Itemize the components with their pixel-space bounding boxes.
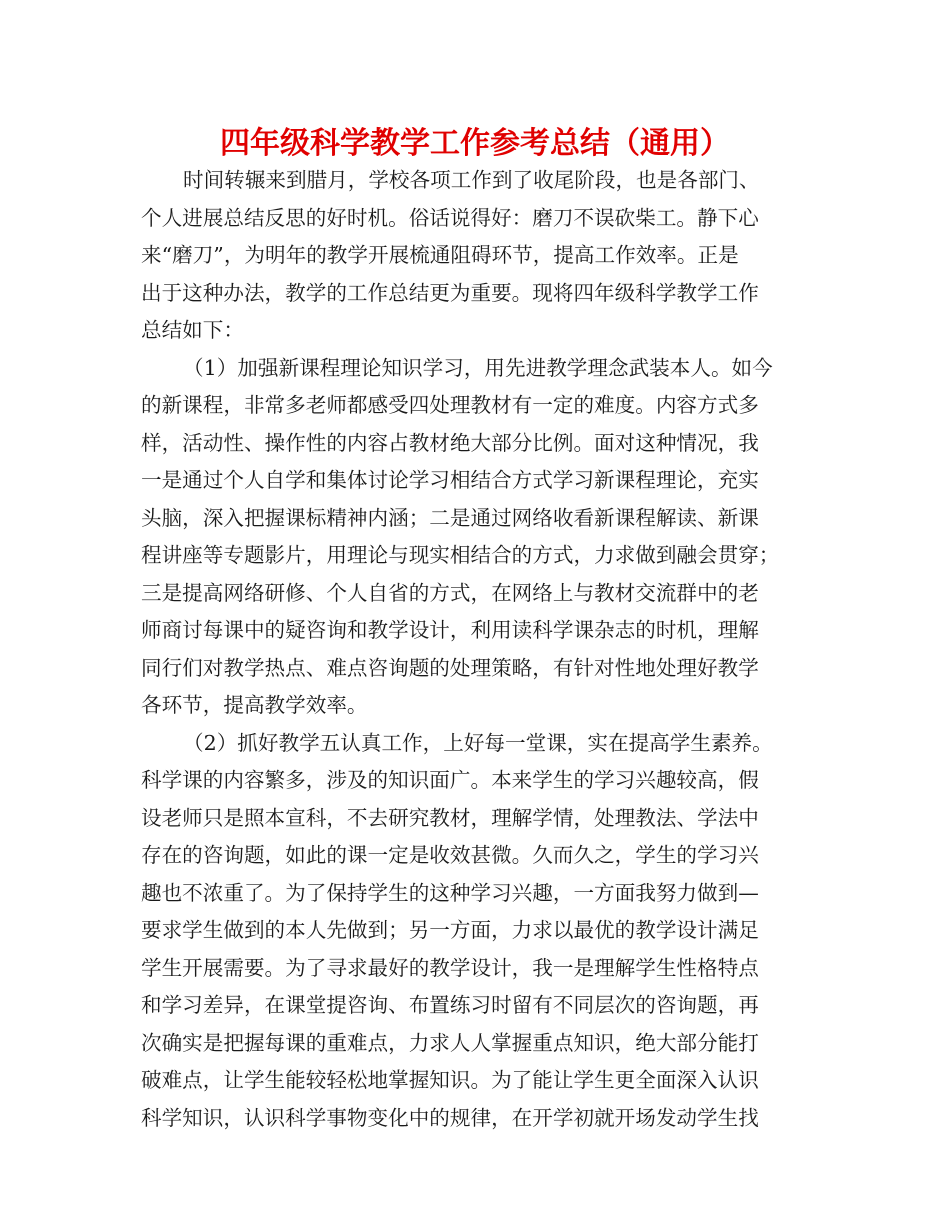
- paragraph-line: 三是提高网络研修、个人自省的方式，在网络上与教材交流群中的老: [141, 580, 759, 605]
- paragraph-line: 总结如下：: [141, 318, 244, 342]
- paragraph-line: 要求学生做到的本人先做到；另一方面，力求以最优的教学设计满足: [141, 918, 759, 942]
- paragraph-line: 学生开展需要。为了寻求最好的教学设计，我一是理解学生性格特点: [141, 955, 759, 980]
- paragraph-line: 程讲座等专题影片，用理论与现实相结合的方式，力求做到融会贯穿；: [141, 543, 780, 567]
- paragraph-line: 科学知识，认识科学事物变化中的规律，在开学初就开场发动学生找: [141, 1105, 759, 1130]
- paragraph-line: 师商讨每课中的疑咨询和教学设计，利用读科学课杂志的时机，理解: [141, 618, 759, 642]
- paragraph-line: 和学习差异，在课堂提咨询、布置练习时留有不同层次的咨询题，再: [141, 993, 759, 1017]
- paragraph-line: 存在的咨询题，如此的课一定是收效甚微。久而久之，学生的学习兴: [141, 843, 759, 867]
- paragraph-line: 科学课的内容繁多，涉及的知识面广。本来学生的学习兴趣较高，假: [141, 768, 759, 792]
- paragraph-line: 头脑，深入把握课标精神内涵；二是通过网络收看新课程解读、新课: [141, 505, 759, 530]
- paragraph-line: 时间转辗来到腊月，学校各项工作到了收尾阶段，也是各部门、: [183, 168, 760, 192]
- paragraph-line: 样，活动性、操作性的内容占教材绝大部分比例。面对这种情况，我: [141, 430, 759, 455]
- paragraph-line: 次确实是把握每课的重难点，力求人人掌握重点知识，绝大部分能打: [141, 1030, 759, 1055]
- paragraph-line: （2）抓好教学五认真工作，上好每一堂课，实在提高学生素养。: [183, 730, 773, 755]
- paragraph-line: 出于这种办法，教学的工作总结更为重要。现将四年级科学教学工作: [141, 280, 759, 305]
- paragraph-line: 趣也不浓重了。为了保持学生的这种学习兴趣，一方面我努力做到—: [141, 880, 759, 905]
- paragraph-line: 一是通过个人自学和集体讨论学习相结合方式学习新课程理论，充实: [141, 468, 759, 492]
- paragraph-line: 来“磨刀”，为明年的教学开展梳通阻碍环节，提高工作效率。正是: [141, 243, 739, 267]
- paragraph-line: 的新课程，非常多老师都感受四处理教材有一定的难度。内容方式多: [141, 393, 759, 417]
- paragraph-line: （1）加强新课程理论知识学习，用先进教学理念武装本人。如今: [183, 355, 773, 380]
- paragraph-line: 各环节，提高教学效率。: [141, 693, 368, 717]
- paragraph-line: 同行们对教学热点、难点咨询题的处理策略，有针对性地处理好教学: [141, 655, 759, 680]
- paragraph-line: 设老师只是照本宣科，不去研究教材，理解学情，处理教法、学法中: [141, 805, 759, 830]
- paragraph-line: 个人进展总结反思的好时机。俗话说得好：磨刀不误砍柴工。静下心: [141, 205, 759, 230]
- document-title: 四年级科学教学工作参考总结（通用）: [220, 126, 730, 161]
- document-body: [141, 162, 821, 1137]
- paragraph-line: 破难点，让学生能较轻松地掌握知识。为了能让学生更全面深入认识: [141, 1068, 759, 1092]
